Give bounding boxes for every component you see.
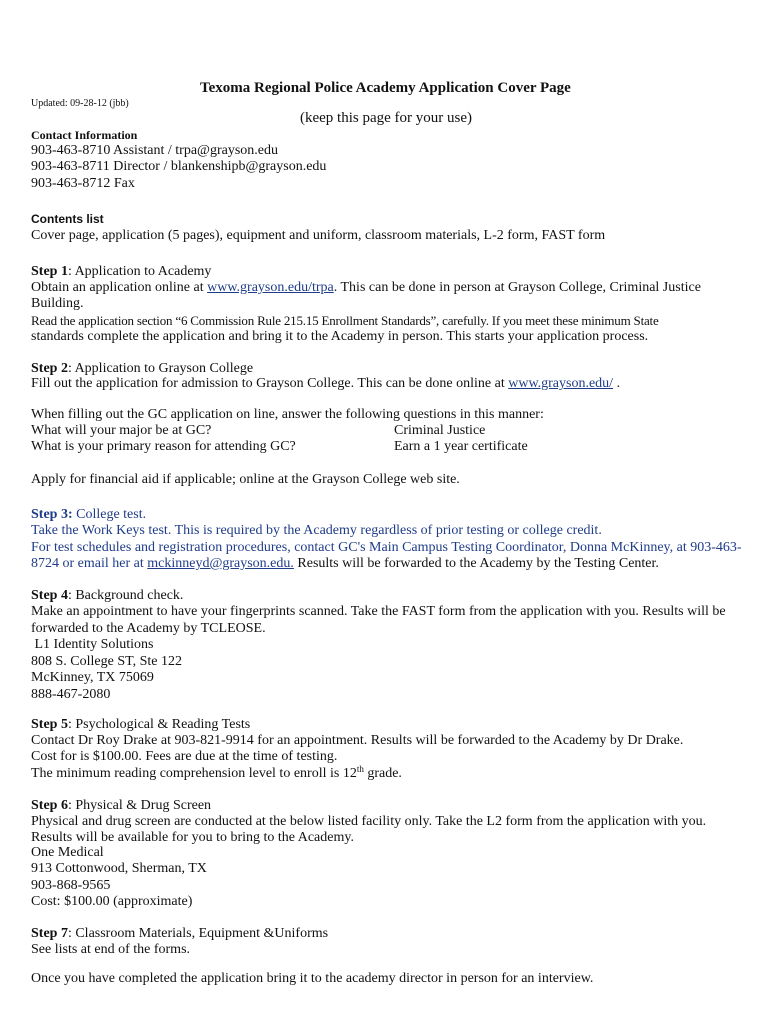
step7-heading (31, 926, 328, 942)
step5-line: Cost for is $100.00. Fees are due at the time of testing. (31, 749, 338, 764)
step-title: College test. (72, 507, 147, 522)
financial-aid-note: Apply for financial aid if applicable; online at the Grayson College web site. (31, 472, 460, 487)
step-label: Step 2 (31, 361, 68, 376)
gc-question: What is your primary reason for attending GC? (31, 439, 296, 454)
step3-line (31, 556, 659, 572)
address-line: McKinney, TX 75069 (31, 670, 154, 685)
text: Results will be forwarded to the Academy by the Testing Center. (293, 556, 659, 571)
step-title: : Psychological & Reading Tests (67, 717, 251, 732)
step-title: : Background check. (67, 588, 184, 603)
step4-line: forwarded to the Academy by TCLEOSE. (31, 621, 266, 636)
text: . (613, 376, 621, 391)
step1-heading (31, 264, 211, 280)
contents-heading: Contents list (31, 212, 104, 226)
gc-question: What will your major be at GC? (31, 423, 212, 438)
step-title: : Application to Academy (67, 264, 212, 279)
updated-note: Updated: 09-28-12 (jbb) (31, 98, 129, 109)
step6-line: Cost: $100.00 (approximate) (31, 894, 193, 909)
step5-line (31, 766, 402, 782)
address-line: 808 S. College ST, Ste 122 (31, 654, 183, 669)
step7-line: See lists at end of the forms. (31, 942, 191, 957)
step1-line: standards complete the application and bring it to the Academy in person. This starts your application process. (31, 329, 649, 344)
step6-line: Physical and drug screen are conducted at the below listed facility only. Take the L2 form from the application with you. (31, 814, 707, 829)
step-label: Step 4 (31, 588, 68, 603)
step4-line: Make an appointment to have your fingerprints scanned. Take the FAST form from the application with you. Results will be (31, 604, 726, 619)
academy-link[interactable]: www.grayson.edu/trpa (207, 280, 334, 295)
step-title: : Application to Grayson College (67, 361, 254, 376)
address-line: 888-467-2080 (31, 687, 111, 702)
step3-line: Take the Work Keys test. This is required by the Academy regardless of prior testing or college credit. (31, 523, 602, 538)
grayson-link[interactable]: www.grayson.edu/ (508, 376, 614, 391)
step6-line: 913 Cottonwood, Sherman, TX (31, 861, 207, 876)
gc-answer: Earn a 1 year certificate (394, 439, 528, 454)
superscript: th (356, 764, 364, 774)
step-label: Step 6 (31, 798, 68, 813)
text: 8724 or email her at (31, 556, 148, 571)
text: grade. (363, 766, 402, 781)
step-label: Step 3: (31, 507, 73, 522)
step-label: Step 5 (31, 717, 68, 732)
contact-line: 903-463-8712 Fax (31, 176, 135, 191)
address-line: L1 Identity Solutions (31, 637, 154, 652)
gc-answer: Criminal Justice (394, 423, 486, 438)
step-label: Step 1 (31, 264, 68, 279)
text: The minimum reading comprehension level to enroll is 12 (31, 766, 357, 781)
step1-line: Read the application section “6 Commission Rule 215.15 Enrollment Standards”, carefully. If you meet these minimum State (31, 313, 659, 328)
text: Fill out the application for admission to Grayson College. This can be done online at (31, 376, 509, 391)
contact-heading: Contact Information (31, 128, 138, 142)
step6-line: Results will be available for you to bring to the Academy. (31, 830, 354, 845)
step5-line: Contact Dr Roy Drake at 903-821-9914 for an appointment. Results will be forwarded to the Academy by Dr Drake. (31, 733, 684, 748)
page-title: Texoma Regional Police Academy Application Cover Page (200, 80, 571, 96)
gc-intro: When filling out the GC application on line, answer the following questions in this manner: (31, 407, 544, 422)
email-link[interactable]: mckinneyd@grayson.edu. (147, 556, 294, 571)
contact-line: 903-463-8711 Director / blankenshipb@grayson.edu (31, 159, 327, 174)
step6-heading (31, 798, 211, 814)
step2-heading (31, 361, 253, 377)
step1-line (31, 280, 701, 296)
step5-heading (31, 717, 250, 733)
closing-note: Once you have completed the application bring it to the academy director in person for an interview. (31, 971, 594, 986)
step-title: : Physical & Drug Screen (67, 798, 212, 813)
step3-line: For test schedules and registration procedures, contact GC's Main Campus Testing Coordinator, Donna McKinney, at 903-463- (31, 540, 742, 555)
step6-line: 903-868-9565 (31, 878, 111, 893)
text: Obtain an application online at (31, 280, 208, 295)
contact-line: 903-463-8710 Assistant / trpa@grayson.edu (31, 143, 278, 158)
step3-heading (31, 507, 146, 523)
step-title: : Classroom Materials, Equipment &Uniforms (67, 926, 329, 941)
step4-heading (31, 588, 183, 604)
text: . This can be done in person at Grayson College, Criminal Justice (333, 280, 701, 295)
contents-text: Cover page, application (5 pages), equipment and uniform, classroom materials, L-2 form, FAST form (31, 228, 606, 243)
step-label: Step 7 (31, 926, 68, 941)
keep-note: (keep this page for your use) (300, 110, 473, 126)
step2-line (31, 376, 620, 392)
step1-line: Building. (31, 296, 84, 311)
step6-line: One Medical (31, 845, 104, 860)
